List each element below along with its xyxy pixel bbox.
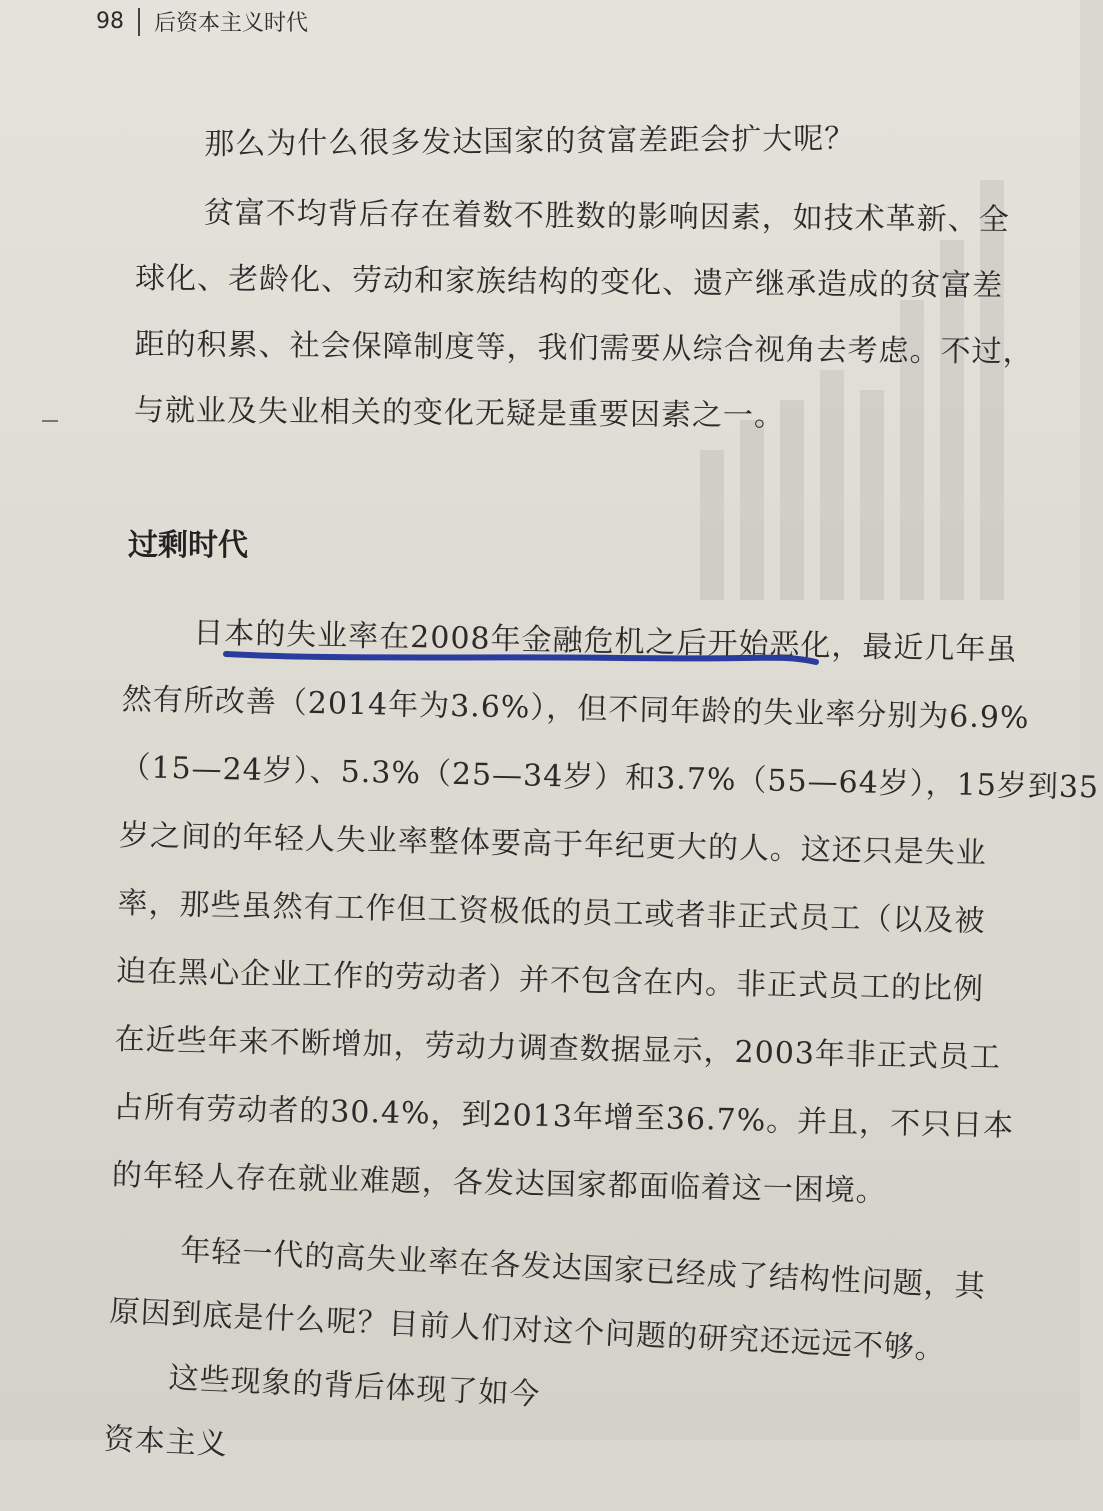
paragraph-line: 率，那些虽然有工作但工资极低的员工或者非正式员工（以及被 — [117, 885, 986, 940]
header-divider — [138, 8, 140, 36]
paragraph-line: 年轻一代的高失业率在各发达国家已经成了结构性问题，其 — [179, 1233, 987, 1305]
margin-mark — [42, 420, 58, 422]
paragraph-line: 然有所改善（2014年为3.6%），但不同年龄的失业率分别为6.9% — [121, 681, 1030, 736]
running-header — [96, 6, 308, 37]
paragraph-line: 与就业及失业相关的变化无疑是重要因素之一。 — [133, 392, 786, 434]
closing-paragraph — [102, 1216, 987, 1511]
paragraph-line: 岁之间的年轻人失业率整体要高于年纪更大的人。这还只是失业 — [118, 817, 988, 872]
page-number: 98 — [96, 9, 124, 34]
unemployment-paragraph — [111, 598, 1102, 1230]
paragraph-line: 原因到底是什么呢？目前人们对这个问题的研究还远远不够。 — [108, 1293, 947, 1367]
paragraph-line: 日本的失业率在2008年金融危机之后开始恶化，最近几年虽 — [192, 615, 1018, 668]
pen-underline — [222, 640, 822, 670]
book-title: 后资本主义时代 — [154, 11, 309, 36]
paragraph-line: 球化、老龄化、劳动和家族结构的变化、遗产继承造成的贫富差 — [134, 260, 1004, 304]
paragraph-line: 贫富不均背后存在着数不胜数的影响因素，如技术革新、全 — [203, 195, 1010, 238]
section-heading: 过剩时代 — [128, 528, 248, 563]
paragraph-line: （15—24岁）、5.3%（25—34岁）和3.7%（55—64岁），15岁到35 — [120, 749, 1100, 806]
paragraph-line: 迫在黑心企业工作的劳动者）并不包含在内。非正式员工的比例 — [115, 953, 985, 1008]
paragraph-line: 在近些年来不断增加，劳动力调查数据显示，2003年非正式员工 — [114, 1021, 1002, 1076]
paragraph-line: 那么为什么很多发达国家的贫富差距会扩大呢？ — [204, 121, 856, 162]
paragraph-line: 距的积累、社会保障制度等，我们需要从综合视角去考虑。不过， — [134, 326, 1034, 370]
paragraph-line: 资本主义 — [103, 1421, 229, 1463]
paragraph-line: 占所有劳动者的30.4%，到2013年增至36.7%。并且，不只日本 — [112, 1089, 1015, 1144]
paragraph-line: 的年轻人存在就业难题，各发达国家都面临着这一困境。 — [111, 1157, 888, 1210]
question-paragraph — [204, 106, 856, 178]
paragraph-line: 这些现象的背后体现了如今 — [167, 1360, 542, 1413]
factors-paragraph — [134, 180, 1035, 452]
